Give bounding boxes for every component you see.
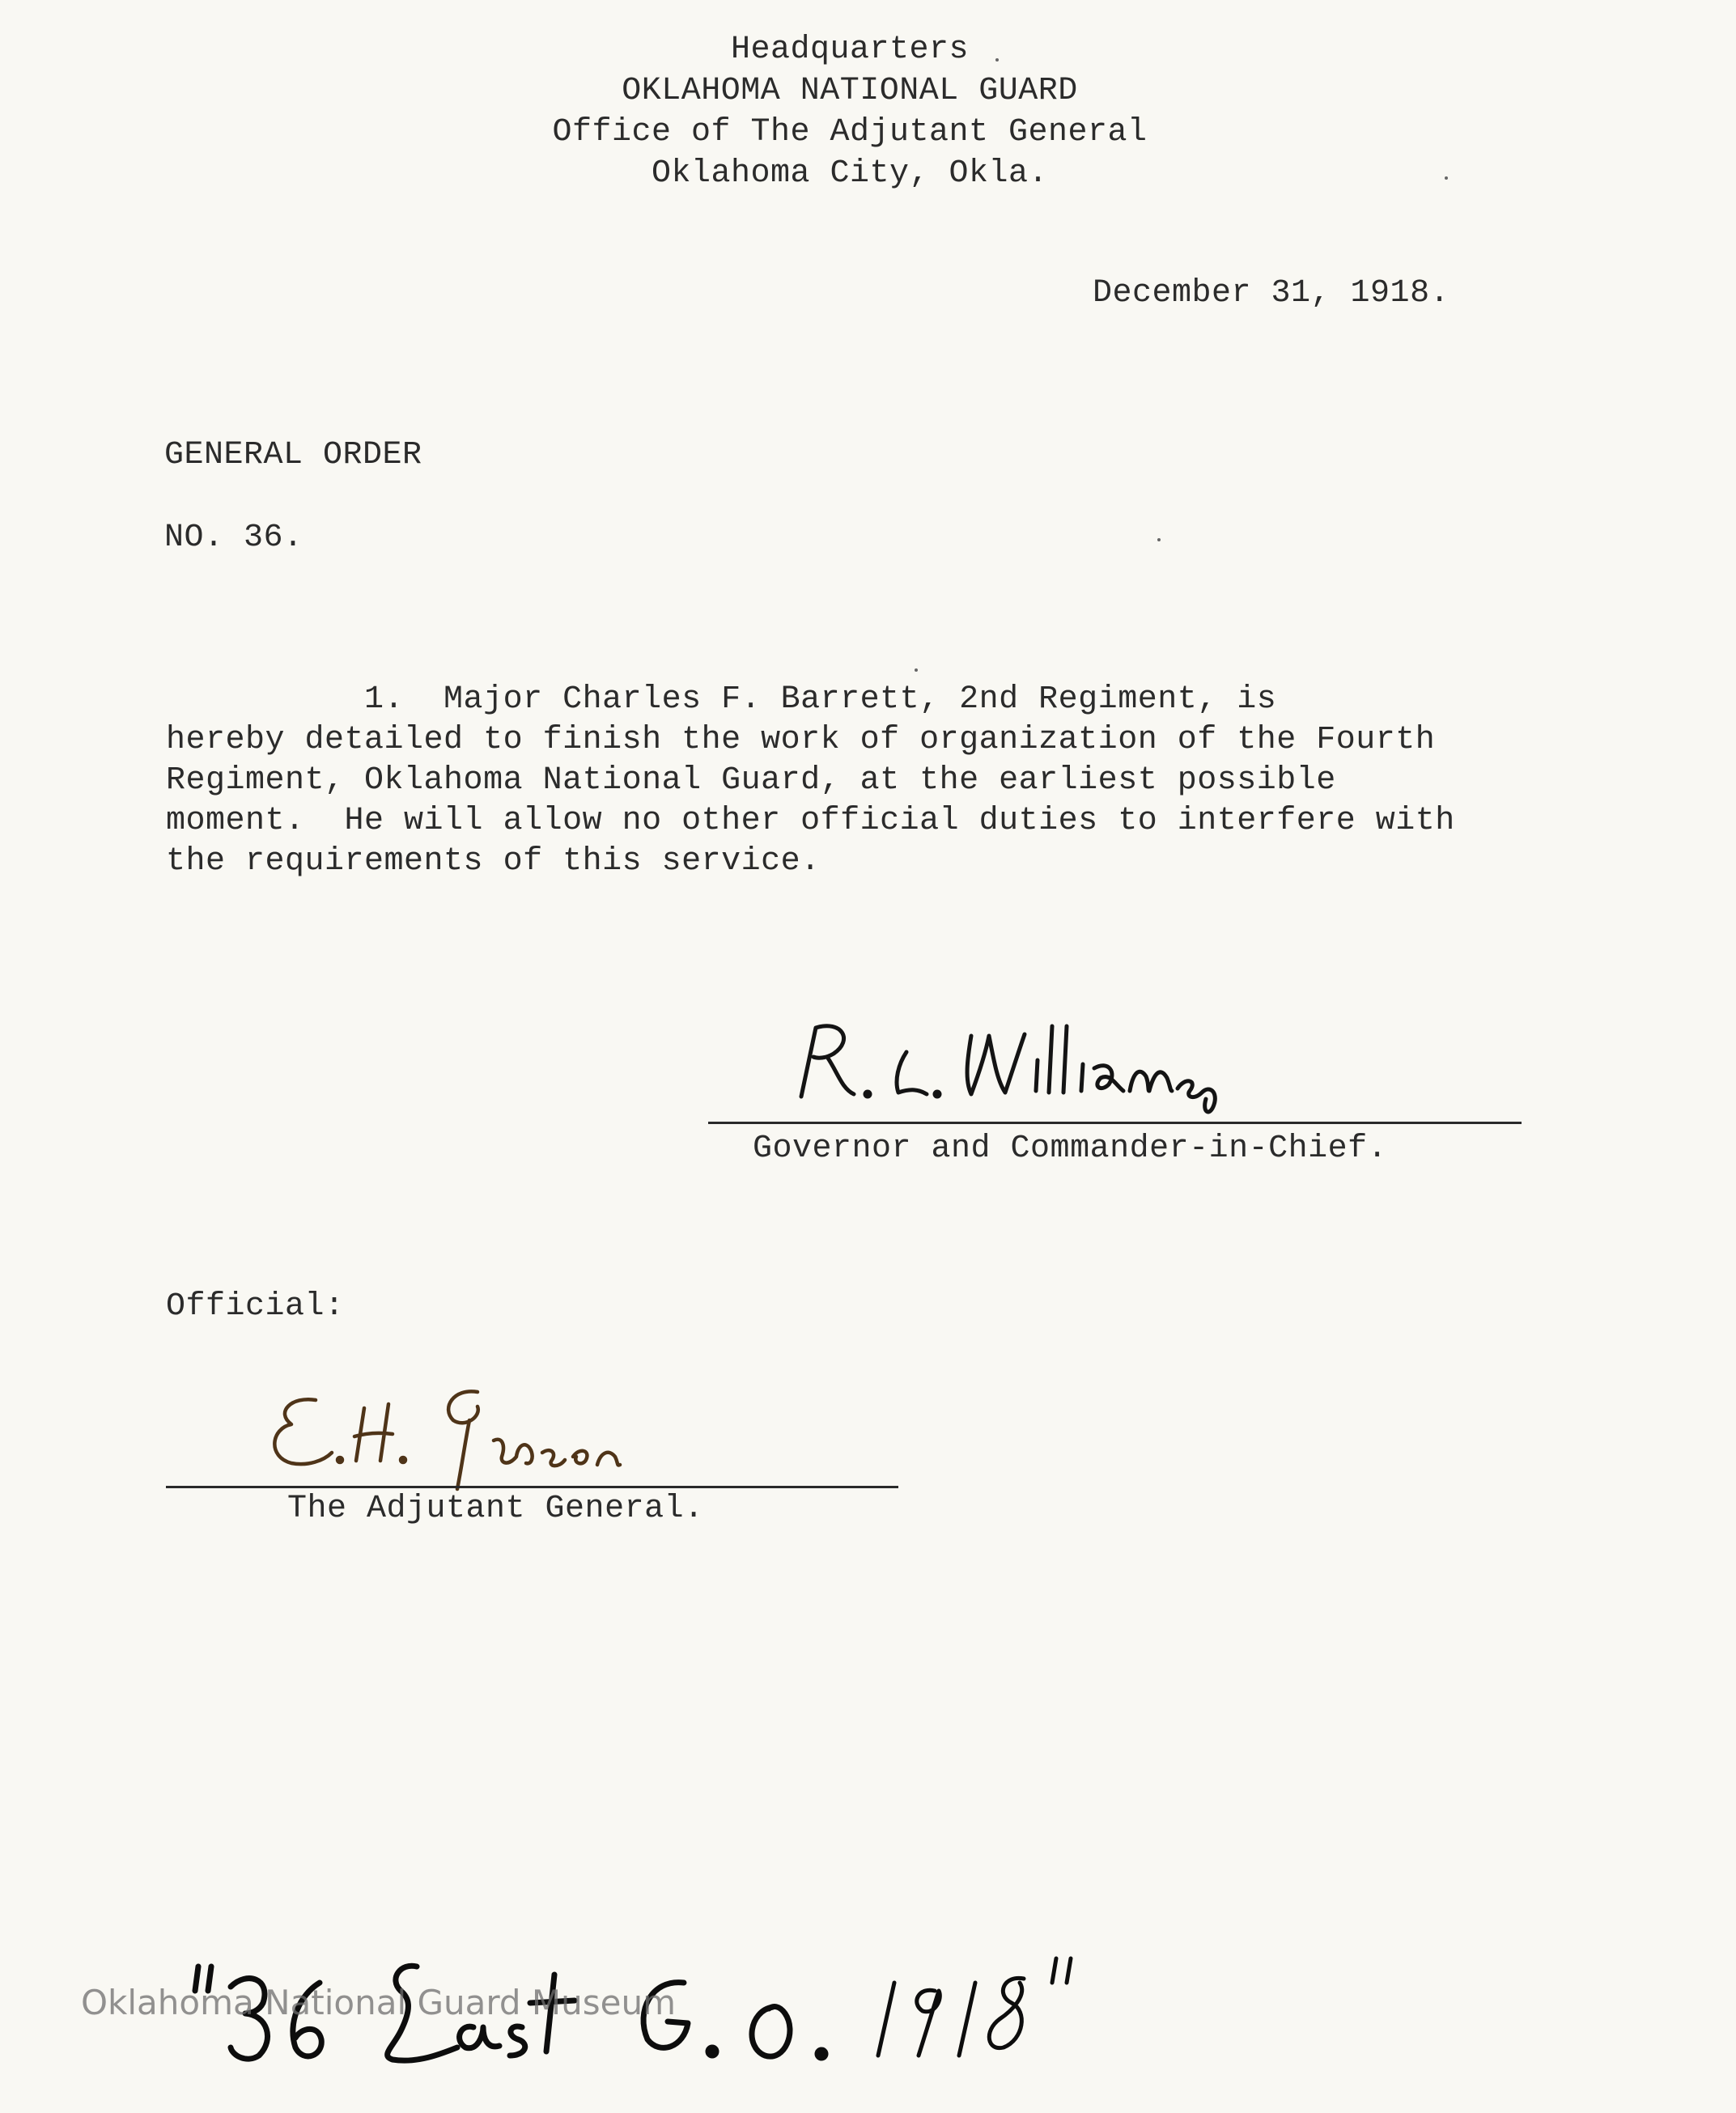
adjutant-title: The Adjutant General. bbox=[287, 1491, 704, 1527]
paper-speck bbox=[1445, 176, 1448, 180]
paper-speck bbox=[1157, 538, 1161, 541]
governor-title: Governor and Commander-in-Chief. bbox=[753, 1131, 1388, 1167]
official-label: Official: bbox=[166, 1288, 345, 1325]
order-number: NO. 36. bbox=[164, 520, 303, 556]
letterhead-office: Office of The Adjutant General bbox=[552, 114, 1148, 151]
adjutant-signature bbox=[259, 1376, 777, 1497]
paragraph-line-5: the requirements of this service. bbox=[166, 843, 821, 880]
paper-speck bbox=[915, 668, 918, 672]
letterhead-city: Oklahoma City, Okla. bbox=[651, 155, 1049, 192]
paragraph-line-2: hereby detailed to finish the work of organization of the Fourth bbox=[166, 722, 1436, 758]
governor-signature-line bbox=[708, 1122, 1522, 1124]
paper-speck bbox=[995, 58, 999, 62]
letterhead-organization: OKLAHOMA NATIONAL GUARD bbox=[622, 73, 1078, 109]
document-date: December 31, 1918. bbox=[1093, 275, 1450, 312]
paragraph-line-4: moment. He will allow no other official duties to interfere with bbox=[166, 803, 1455, 839]
order-title: GENERAL ORDER bbox=[164, 437, 422, 473]
adjutant-signature-line bbox=[166, 1486, 898, 1488]
paragraph-line-3: Regiment, Oklahoma National Guard, at the earliest possible bbox=[166, 762, 1336, 799]
paragraph-line-1: 1. Major Charles F. Barrett, 2nd Regiment, is bbox=[166, 681, 1277, 718]
museum-watermark: Oklahoma National Guard Museum bbox=[81, 1983, 677, 2022]
letterhead-headquarters: Headquarters bbox=[730, 32, 970, 68]
governor-signature bbox=[777, 1003, 1327, 1125]
letterhead bbox=[405, 29, 1295, 194]
order-paragraph bbox=[166, 680, 1542, 882]
